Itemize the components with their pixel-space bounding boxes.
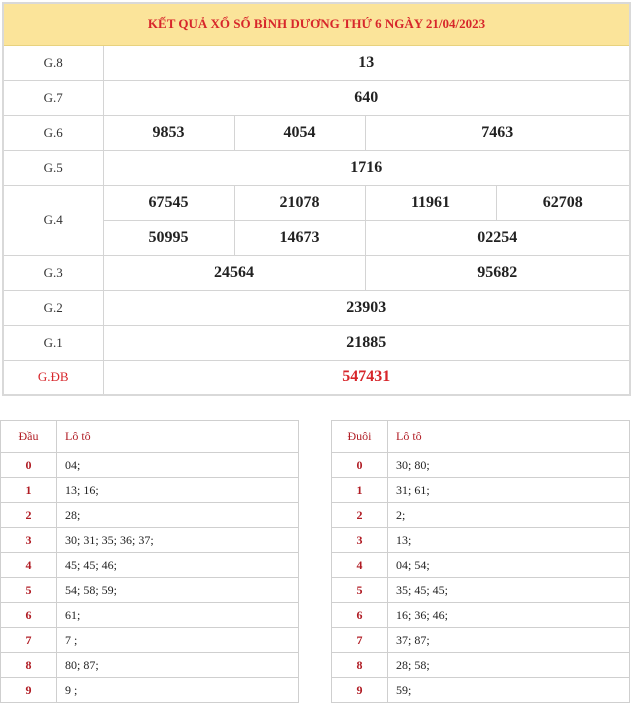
table-row xyxy=(1,528,299,553)
prize-label: G.6 xyxy=(3,115,103,150)
row-key: 3 xyxy=(1,528,57,553)
row-loto-values: 30; 31; 35; 36; 37; xyxy=(57,528,299,553)
prize-row-g8 xyxy=(3,45,630,80)
prize-number: 9853 xyxy=(103,115,234,150)
row-loto-values: 13; 16; xyxy=(57,478,299,503)
table-row xyxy=(1,603,299,628)
row-loto-values: 7 ; xyxy=(57,628,299,653)
table-row xyxy=(1,578,299,603)
prize-number: 62708 xyxy=(496,185,630,220)
row-key: 8 xyxy=(1,653,57,678)
row-loto-values: 2; xyxy=(388,503,630,528)
prize-number: 21078 xyxy=(234,185,365,220)
prize-number: 02254 xyxy=(365,220,630,255)
dau-header: Đầu xyxy=(1,421,57,453)
row-loto-values: 04; xyxy=(57,453,299,478)
loto-header: Lô tô xyxy=(388,421,630,453)
row-loto-values: 9 ; xyxy=(57,678,299,703)
duoi-table xyxy=(331,420,630,703)
row-key: 4 xyxy=(332,553,388,578)
dau-table xyxy=(0,420,299,703)
special-prize-number: 547431 xyxy=(103,360,630,395)
prize-label: G.8 xyxy=(3,45,103,80)
prize-label: G.7 xyxy=(3,80,103,115)
row-key: 0 xyxy=(1,453,57,478)
row-loto-values: 28; 58; xyxy=(388,653,630,678)
row-key: 2 xyxy=(1,503,57,528)
dau-rows xyxy=(1,453,299,703)
prize-number: 14673 xyxy=(234,220,365,255)
row-loto-values: 28; xyxy=(57,503,299,528)
table-row xyxy=(332,503,630,528)
row-loto-values: 59; xyxy=(388,678,630,703)
table-row xyxy=(332,528,630,553)
row-key: 0 xyxy=(332,453,388,478)
prize-number: 4054 xyxy=(234,115,365,150)
table-row xyxy=(332,578,630,603)
row-loto-values: 30; 80; xyxy=(388,453,630,478)
prize-number: 13 xyxy=(103,45,630,80)
row-loto-values: 37; 87; xyxy=(388,628,630,653)
row-key: 5 xyxy=(332,578,388,603)
duoi-rows xyxy=(332,453,630,703)
results-title: KẾT QUẢ XỔ SỐ BÌNH DƯƠNG THỨ 6 NGÀY 21/04/2023 xyxy=(3,3,630,45)
prize-number: 67545 xyxy=(103,185,234,220)
row-key: 7 xyxy=(332,628,388,653)
row-loto-values: 13; xyxy=(388,528,630,553)
row-loto-values: 61; xyxy=(57,603,299,628)
row-key: 5 xyxy=(1,578,57,603)
row-key: 1 xyxy=(332,478,388,503)
prize-number: 11961 xyxy=(365,185,496,220)
prize-number: 23903 xyxy=(103,290,630,325)
table-row xyxy=(1,678,299,703)
table-row xyxy=(332,653,630,678)
row-loto-values: 31; 61; xyxy=(388,478,630,503)
prize-number: 1716 xyxy=(103,150,630,185)
prize-row-g7 xyxy=(3,80,630,115)
row-key: 9 xyxy=(332,678,388,703)
special-prize-label: G.ĐB xyxy=(3,360,103,395)
results-table xyxy=(2,2,631,396)
row-key: 6 xyxy=(1,603,57,628)
prize-label: G.2 xyxy=(3,290,103,325)
prize-row-g2 xyxy=(3,290,630,325)
row-key: 9 xyxy=(1,678,57,703)
table-row xyxy=(332,628,630,653)
table-row xyxy=(1,653,299,678)
prize-label: G.4 xyxy=(3,185,103,255)
table-row xyxy=(332,678,630,703)
row-loto-values: 45; 45; 46; xyxy=(57,553,299,578)
row-loto-values: 04; 54; xyxy=(388,553,630,578)
prize-number: 24564 xyxy=(103,255,365,290)
prize-number: 95682 xyxy=(365,255,630,290)
table-row xyxy=(332,453,630,478)
row-key: 2 xyxy=(332,503,388,528)
duoi-header: Đuôi xyxy=(332,421,388,453)
loto-header: Lô tô xyxy=(57,421,299,453)
row-key: 8 xyxy=(332,653,388,678)
row-key: 4 xyxy=(1,553,57,578)
row-key: 1 xyxy=(1,478,57,503)
row-loto-values: 35; 45; 45; xyxy=(388,578,630,603)
prize-number: 640 xyxy=(103,80,630,115)
prize-label: G.1 xyxy=(3,325,103,360)
prize-row-g5 xyxy=(3,150,630,185)
prize-label: G.5 xyxy=(3,150,103,185)
table-row xyxy=(1,478,299,503)
row-loto-values: 80; 87; xyxy=(57,653,299,678)
prize-row-g3 xyxy=(3,255,630,290)
prize-row-g6 xyxy=(3,115,630,150)
row-key: 7 xyxy=(1,628,57,653)
table-row xyxy=(332,553,630,578)
prize-label: G.3 xyxy=(3,255,103,290)
prize-number: 21885 xyxy=(103,325,630,360)
row-key: 6 xyxy=(332,603,388,628)
table-row xyxy=(332,603,630,628)
table-row xyxy=(332,478,630,503)
table-row xyxy=(1,503,299,528)
row-loto-values: 16; 36; 46; xyxy=(388,603,630,628)
table-row xyxy=(1,628,299,653)
prize-row-g1 xyxy=(3,325,630,360)
row-key: 3 xyxy=(332,528,388,553)
prize-row-gdb xyxy=(3,360,630,395)
prize-number: 50995 xyxy=(103,220,234,255)
prize-row-g4 xyxy=(3,185,630,220)
prize-number: 7463 xyxy=(365,115,630,150)
row-loto-values: 54; 58; 59; xyxy=(57,578,299,603)
table-row xyxy=(1,453,299,478)
table-row xyxy=(1,553,299,578)
